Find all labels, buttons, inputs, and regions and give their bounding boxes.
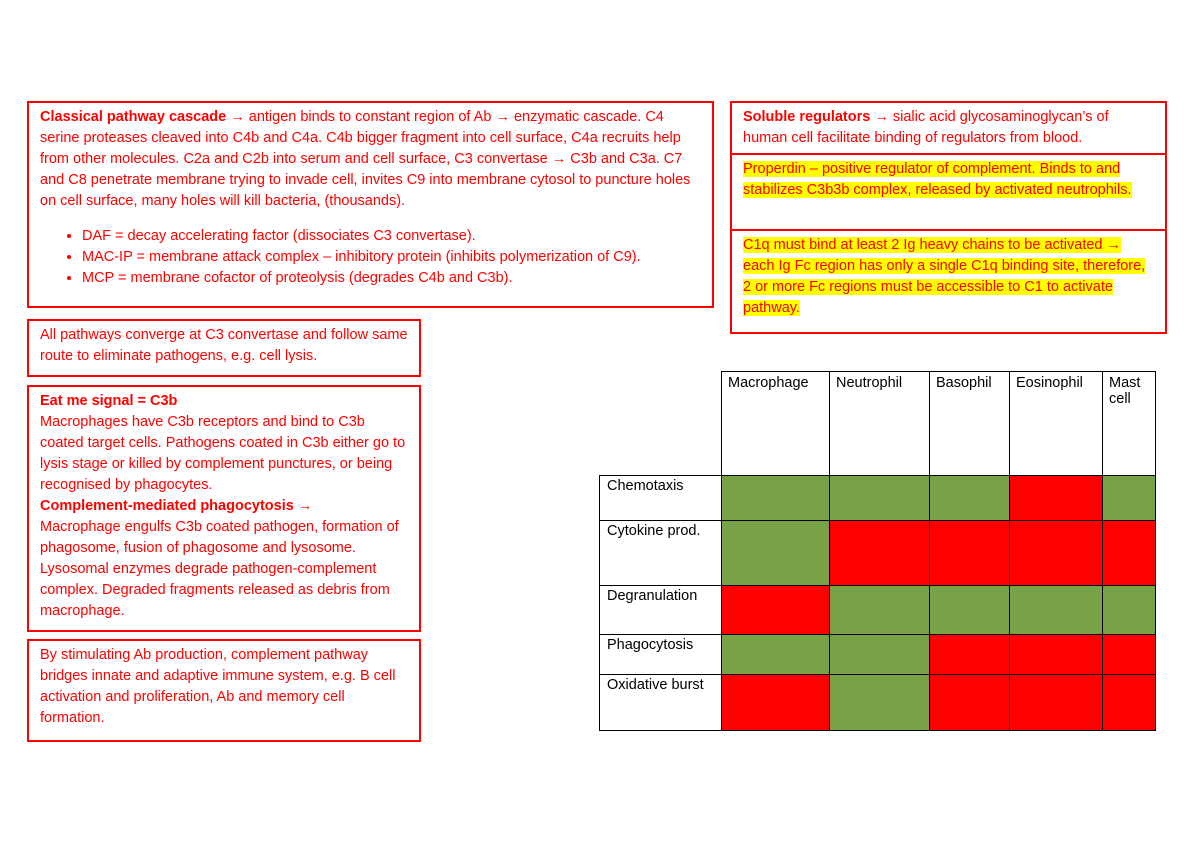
status-cell-yes [830,476,930,521]
row-label: Chemotaxis [600,476,722,521]
bridge-text: By stimulating Ab production, complement pathway bridges innate and adaptive immune system, e.g. B cell activation and proliferation, Ab and memory cell formation. [40,647,396,726]
column-header: Eosinophil [1010,372,1103,476]
status-cell-yes [722,476,830,521]
status-cell-yes [722,635,830,675]
status-cell-yes [830,675,930,731]
table-corner [600,372,722,476]
table-row [600,635,1156,675]
status-cell-yes [1103,476,1156,521]
phagocytosis-text: Macrophage engulfs C3b coated pathogen, formation of phagosome, fusion of phagosome and lysosome. Lysosomal enzymes degrade pathogen-complement complex. Degraded fragments released as debris from macrophage. [40,519,399,619]
classical-heading: Classical pathway cascade [40,109,227,125]
list-item: • MAC-IP = membrane attack complex – inhibitory protein (inhibits polymerization of C9). [82,247,703,268]
status-cell-no [1103,635,1156,675]
status-cell-yes [930,586,1010,635]
classical-text: antigen binds to constant region of Ab → enzymatic cascade. C4 serine proteases cleaved into C4b and C4a. C4b bigger fragment into cell surface, C4a recruits help from other molecules. C2a and C2b into serum and cell surface, C3 convertase → C3b and C3a. C7 and C8 penetrate membrane trying to invade cell, invites C9 into membrane cytosol to puncture holes on cell surface, many holes will kill bacteria, (thousands). [40,109,691,209]
converge-text: All pathways converge at C3 convertase and follow same route to eliminate pathogens, e.g. cell lysis. [40,327,408,364]
table-row [600,586,1156,635]
status-cell-yes [830,635,930,675]
arrow-icon: → [226,109,249,125]
soluble-regulators-box [730,101,1167,155]
table-body [600,476,1156,731]
status-cell-no [1103,675,1156,731]
soluble-text: sialic acid glycosaminoglycan’s of human cell facilitate binding of regulators from blood. [743,109,1109,146]
column-header: Mast cell [1103,372,1156,476]
status-cell-no [1103,521,1156,586]
arrow-icon: → [293,498,313,514]
phagocytosis-heading: Complement-mediated phagocytosis [40,498,294,514]
c1q-box [730,231,1167,334]
row-label: Phagocytosis [600,635,722,675]
status-cell-yes [1010,586,1103,635]
status-cell-no [830,521,930,586]
status-cell-no [930,675,1010,731]
status-cell-no [930,635,1010,675]
table-row [600,521,1156,586]
row-label: Cytokine prod. [600,521,722,586]
table-row [600,476,1156,521]
status-cell-yes [722,521,830,586]
status-cell-no [1010,635,1103,675]
list-item: • MCP = membrane cofactor of proteolysis (degrades C4b and C3b). [82,268,703,289]
eat-me-heading: Eat me signal = C3b [40,393,178,409]
column-header: Macrophage [722,372,830,476]
list-item: • DAF = decay accelerating factor (dissociates C3 convertase). [82,226,703,247]
c1q-text: C1q must bind at least 2 Ig heavy chains to be activated → each Ig Fc region has only a single C1q binding site, therefore, 2 or more Fc regions must be accessible to C1 to activate pathway. [743,237,1146,316]
status-cell-yes [1103,586,1156,635]
eat-me-signal-box [27,385,421,632]
status-cell-no [1010,476,1103,521]
regulator-list [40,226,703,289]
bridge-box [27,639,421,742]
row-label: Degranulation [600,586,722,635]
soluble-heading: Soluble regulators [743,109,871,125]
properdin-box [730,155,1167,231]
eat-me-text: Macrophages have C3b receptors and bind to C3b coated target cells. Pathogens coated in C3b either go to lysis stage or killed by complement punctures, or being recognised by phagocytes. [40,414,406,493]
status-cell-no [930,521,1010,586]
row-label: Oxidative burst [600,675,722,731]
table-row [600,675,1156,731]
status-cell-yes [830,586,930,635]
arrow-icon: → [870,109,893,125]
properdin-text: Properdin – positive regulator of complement. Binds to and stabilizes C3b3b complex, released by activated neutrophils. [743,161,1132,198]
converge-box [27,319,421,377]
status-cell-no [722,586,830,635]
status-cell-no [1010,521,1103,586]
status-cell-yes [930,476,1010,521]
column-header: Basophil [930,372,1010,476]
cell-function-table [599,371,1156,731]
classical-pathway-box [27,101,714,308]
column-header: Neutrophil [830,372,930,476]
status-cell-no [722,675,830,731]
status-cell-no [1010,675,1103,731]
